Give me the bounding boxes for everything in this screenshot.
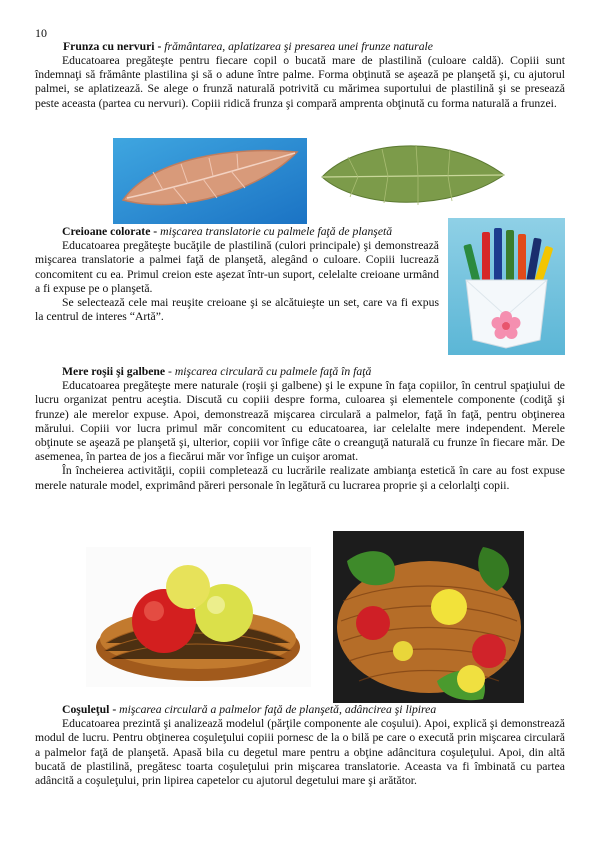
section-leaf <box>63 40 565 54</box>
leaf-title: Frunza cu nervuri - <box>63 40 165 53</box>
leaf-body: Educatoarea pregăteşte pentru fiecare copil o bucată mare de plastilină (culoare caldă). Copiii sunt îndemnaţi să frământe plastilina şi să o adune între palme. Forma obţinută se aşează pe planşetă şi, cu ajutorul palmei, se aplatizează. Se alege o frunză naturală potrivită cu mărimea suportului de plastilină şi se presează peste aceasta (partea cu nervuri). Copiii ridică frunza şi compară amprenta obţinută cu forma naturală a frunzei. <box>35 54 565 110</box>
crayons-illustration <box>448 218 565 355</box>
basket-heading <box>35 703 565 717</box>
crayons-heading <box>35 225 439 239</box>
leaf-body-block <box>35 54 565 111</box>
apples-subtitle: - mişcarea circulară cu palmele faţă în faţă <box>165 365 372 378</box>
natural-leaf-illustration <box>318 133 508 215</box>
crayons-body-2: Se selectează cele mai reuşite creioane şi se alcătuieşte un set, care va fi expus la centrul de interes “Artă”. <box>35 296 439 324</box>
page-number: 10 <box>35 26 47 40</box>
apples-title: Mere roşii şi galbene <box>62 365 166 378</box>
plasticine-apples-photo <box>333 531 524 703</box>
natural-apples-illustration <box>86 547 311 687</box>
basket-subtitle: mişcarea circulară a palmelor faţă de planşetă, adâncirea şi lipirea <box>119 703 437 716</box>
natural-apples-photo <box>86 547 311 687</box>
leaf-heading <box>63 40 565 54</box>
crayons-subtitle: mişcarea translatorie cu palmele faţă de planşetă <box>160 225 393 238</box>
apples-body-2: În încheierea activităţii, copiii completează cu lucrările realizate ambianţa estetică în care au fost expuse merele naturale model, exprimând păreri personale în legătură cu lucrarea proprie şi a celorlalţi copii. <box>35 464 565 492</box>
section-basket <box>35 703 565 788</box>
natural-leaf-photo <box>318 133 508 215</box>
section-crayons <box>35 225 439 324</box>
plasticine-apples-illustration <box>333 531 524 703</box>
basket-title: Coşuleţul - <box>62 703 120 716</box>
crayons-body-1: Educatoarea pregăteşte bucăţile de plastilină (culori principale) şi demonstrează mişcarea translatorie a palmei faţă de planşetă, alegând o culoare. Copiii lucrează concomitent cu ea. Primul creion este aşezat într-un suport, celelalte creioane urmând a fi expuse pe o planşetă. <box>35 239 439 295</box>
plasticine-leaf-photo <box>113 138 307 224</box>
plasticine-leaf-illustration <box>113 138 307 224</box>
apples-body-1: Educatoarea pregăteşte mere naturale (roşii şi galbene) şi le expune în faţa copiilor, în centrul spaţiului de lucru organizat pentru aceştia. Discută cu copiii despre forma, culoarea şi elementele componente (codiţă şi frunze) ale merelor expuse. Apoi, demonstrează mişcarea circulară a palmelor, faţă în faţă, pentru obţinerea mărului. Copiii vor lucra primul măr concomitent cu educatoarea, iar celelalte mere independent. Merele obţinute se aşează pe planşetă şi, ulterior, copiii vor înfige câte o creanguţă naturală cu frunze în fiecare măr. De asemenea, în partea de jos a fiecărui măr vor înfige un cuişor aromat. <box>35 379 565 464</box>
crayons-title: Creioane colorate - <box>62 225 161 238</box>
basket-body: Educatoarea prezintă şi analizează modelul (părţile componente ale coşului). Apoi, explică şi demonstrează modul de lucru. Pentru obţinerea coşuleţului copiii pornesc de la o bilă pe care o execută prin mişcarea circulară a palmelor faţă de planşetă. Apasă bila cu degetul mare pentru a obţine adâncitura coşuleţului. Apoi, din altă bucată de plastilină, pregătesc toarta coşuleţului prin mişcarea translatorie. Aceasta va fi îmbinată cu partea adâncită a coşuleţului, prin lipirea capetelor cu ajutorul degetului mare şi arătător. <box>35 717 565 788</box>
apples-heading <box>35 365 565 379</box>
leaf-subtitle: frământarea, aplatizarea şi presarea unei frunze naturale <box>164 40 433 53</box>
crayons-photo <box>448 218 565 355</box>
section-apples <box>35 365 565 493</box>
